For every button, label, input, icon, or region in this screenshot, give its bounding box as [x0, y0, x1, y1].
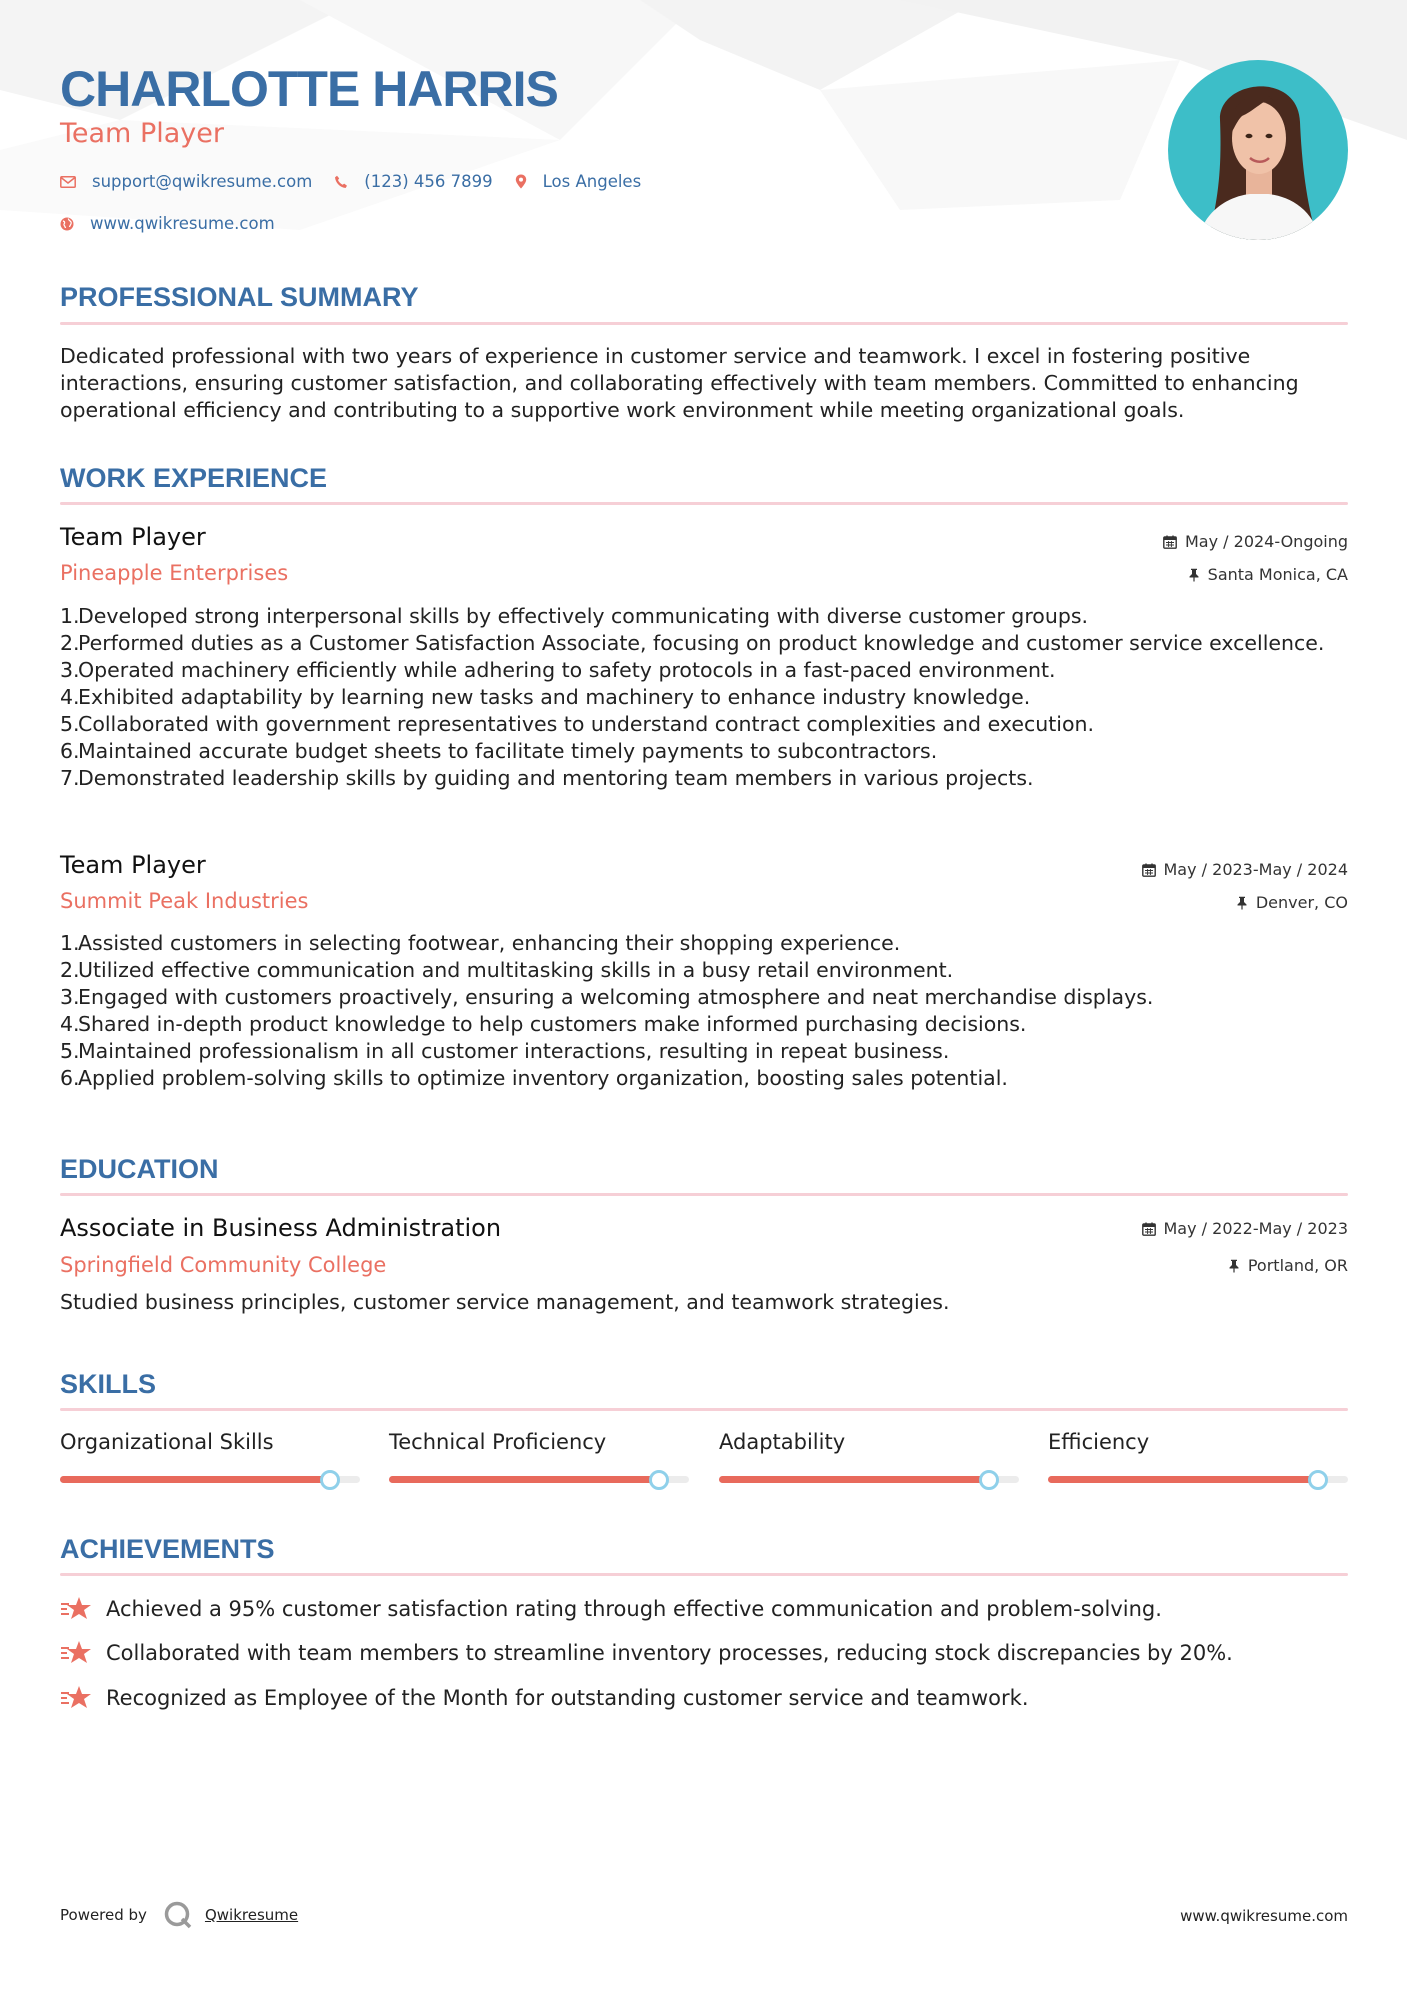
- contact-website[interactable]: [60, 214, 275, 233]
- education-school: Springfield Community College: [60, 1253, 387, 1277]
- achievements-divider: [60, 1573, 1348, 1576]
- job-company: Summit Peak Industries: [60, 889, 309, 913]
- list-item: 5. Collaborated with government representatives to understand contract complexities and execution.: [60, 712, 1094, 736]
- job-title: Team Player: [60, 523, 206, 551]
- list-item: 3. Operated machinery efficiently while adhering to safety protocols in a fast-paced environment.: [60, 658, 1056, 682]
- skill-level-knob: [1308, 1470, 1328, 1490]
- website-text: www.qwikresume.com: [90, 214, 275, 233]
- star-icon: [60, 1596, 92, 1622]
- education-heading: EDUCATION: [60, 1154, 219, 1184]
- skill-level-fill: [1048, 1476, 1318, 1483]
- skill-level-knob: [649, 1470, 669, 1490]
- skills-divider: [60, 1408, 1348, 1411]
- footer-url[interactable]: www.qwikresume.com: [1180, 1907, 1348, 1925]
- skill-level-bar: [1048, 1476, 1348, 1483]
- skill-level-fill: [389, 1476, 659, 1483]
- list-item: 6. Applied problem-solving skills to optimize inventory organization, boosting sales potential.: [60, 1066, 1008, 1090]
- qwikresume-logo-icon: [163, 1900, 193, 1930]
- summary-text: Dedicated professional with two years of experience in customer service and teamwork. I excel in fostering positive interactions, ensuring customer satisfaction, and collaborating effectively with team members. Committed to enhancing operational efficiency and contributing to a supportive work environment while meeting organizational goals.: [60, 344, 1299, 422]
- skill-item: [389, 1430, 689, 1454]
- star-icon: [60, 1640, 92, 1666]
- globe-icon: [60, 217, 74, 231]
- experience-divider: [60, 502, 1348, 505]
- achievement-text: Collaborated with team members to streamline inventory processes, reducing stock discrepancies by 20%.: [106, 1641, 1233, 1665]
- skill-level-fill: [719, 1476, 989, 1483]
- achievement-item: [60, 1640, 1233, 1666]
- pushpin-icon: [1236, 896, 1248, 910]
- list-item: 4. Exhibited adaptability by learning new tasks and machinery to enhance industry knowledge.: [60, 685, 1031, 709]
- candidate-name: CHARLOTTE HARRIS: [60, 61, 558, 117]
- education-degree: Associate in Business Administration: [60, 1214, 502, 1242]
- skill-name: Efficiency: [1048, 1430, 1150, 1454]
- job-dates: [1163, 532, 1348, 551]
- skill-level-bar: [60, 1476, 360, 1483]
- job-dates-text: May / 2024-Ongoing: [1185, 532, 1348, 551]
- skill-item: [60, 1430, 360, 1454]
- calendar-icon: [1163, 535, 1177, 549]
- skill-item: [719, 1430, 1019, 1454]
- list-item: 2. Performed duties as a Customer Satisfaction Associate, focusing on product knowledge and customer service excellence.: [60, 631, 1325, 655]
- phone-text: (123) 456 7899: [364, 172, 493, 191]
- skill-name: Adaptability: [719, 1430, 846, 1454]
- skill-level-knob: [320, 1470, 340, 1490]
- achievement-text: Recognized as Employee of the Month for outstanding customer service and teamwork.: [106, 1686, 1029, 1710]
- job-location: [1188, 565, 1348, 584]
- phone-icon: [334, 175, 348, 189]
- list-item: 5. Maintained professionalism in all customer interactions, resulting in repeat business.: [60, 1039, 950, 1063]
- job-dates-text: May / 2023-May / 2024: [1163, 860, 1348, 879]
- experience-heading: WORK EXPERIENCE: [60, 463, 328, 493]
- list-item: 3. Engaged with customers proactively, ensuring a welcoming atmosphere and neat merchandise displays.: [60, 985, 1154, 1009]
- list-item: 1. Developed strong interpersonal skills by effectively communicating with diverse customer groups.: [60, 604, 1089, 628]
- contact-row-secondary: [60, 214, 297, 233]
- skill-name: Technical Proficiency: [389, 1430, 607, 1454]
- education-location: [1228, 1256, 1348, 1275]
- contact-email[interactable]: [60, 172, 312, 191]
- powered-by-label: Powered by: [60, 1906, 147, 1924]
- list-item: 2. Utilized effective communication and multitasking skills in a busy retail environment.: [60, 958, 954, 982]
- job-dates: [1142, 860, 1349, 879]
- job-location: [1236, 893, 1348, 912]
- contact-phone[interactable]: [334, 172, 492, 191]
- map-pin-icon: [515, 174, 527, 189]
- envelope-icon: [60, 176, 76, 188]
- education-dates: [1142, 1219, 1349, 1238]
- skill-level-knob: [979, 1470, 999, 1490]
- education-divider: [60, 1193, 1348, 1196]
- candidate-role: Team Player: [60, 118, 224, 149]
- job-bullets: [60, 603, 1330, 792]
- job-company: Pineapple Enterprises: [60, 561, 289, 585]
- qwikresume-link[interactable]: Qwikresume: [204, 1906, 299, 1924]
- achievements-heading: ACHIEVEMENTS: [60, 1534, 275, 1564]
- calendar-icon: [1142, 1222, 1156, 1236]
- list-item: 4. Shared in-depth product knowledge to help customers make informed purchasing decisions.: [60, 1012, 1027, 1036]
- skills-heading: SKILLS: [60, 1369, 157, 1399]
- job-location-text: Denver, CO: [1255, 893, 1348, 912]
- job-title: Team Player: [60, 851, 206, 879]
- job-bullets: [60, 930, 1330, 1092]
- contact-row-primary: [60, 172, 663, 191]
- footer-branding: [60, 1900, 298, 1930]
- achievement-item: [60, 1596, 1162, 1622]
- list-item: 7. Demonstrated leadership skills by guiding and mentoring team members in various projects.: [60, 766, 1034, 790]
- education-dates-text: May / 2022-May / 2023: [1163, 1219, 1348, 1238]
- job-location-text: Santa Monica, CA: [1207, 565, 1348, 584]
- skill-level-bar: [389, 1476, 689, 1483]
- pushpin-icon: [1228, 1259, 1240, 1273]
- location-text: Los Angeles: [542, 172, 642, 191]
- profile-photo: [1168, 60, 1348, 240]
- skill-item: [1048, 1430, 1348, 1454]
- list-item: 6. Maintained accurate budget sheets to facilitate timely payments to subcontractors.: [60, 739, 938, 763]
- skill-name: Organizational Skills: [60, 1430, 274, 1454]
- list-item: 1. Assisted customers in selecting footwear, enhancing their shopping experience.: [60, 931, 901, 955]
- skill-level-bar: [719, 1476, 1019, 1483]
- skill-level-fill: [60, 1476, 330, 1483]
- email-text: support@qwikresume.com: [92, 172, 313, 191]
- summary-divider: [60, 322, 1348, 325]
- pushpin-icon: [1188, 568, 1200, 582]
- achievement-item: [60, 1685, 1029, 1711]
- achievement-text: Achieved a 95% customer satisfaction rating through effective communication and problem-solving.: [106, 1597, 1162, 1621]
- calendar-icon: [1142, 863, 1156, 877]
- education-description: Studied business principles, customer service management, and teamwork strategies.: [60, 1290, 950, 1314]
- summary-heading: PROFESSIONAL SUMMARY: [60, 282, 419, 312]
- education-location-text: Portland, OR: [1247, 1256, 1348, 1275]
- star-icon: [60, 1685, 92, 1711]
- contact-location: [515, 172, 642, 191]
